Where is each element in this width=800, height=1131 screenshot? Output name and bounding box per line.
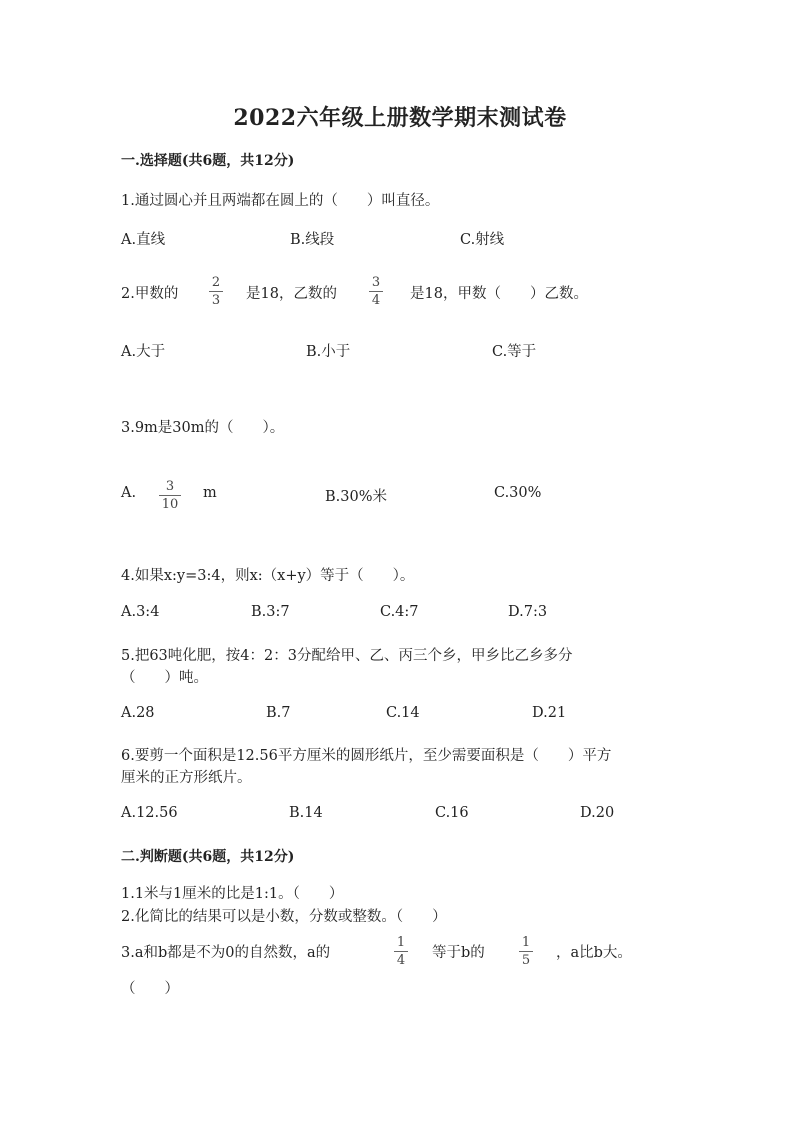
fraction-numerator: 3 [371,275,381,290]
q4-option-a: A.3:4 [121,604,160,620]
judgement-3-part1: 3.a和b都是不为0的自然数，a的 [121,945,331,961]
judgement-3-part3: ，a比b大。 [556,945,632,961]
judgement-3-line2: （ ） [121,981,179,997]
fraction-denominator: 10 [161,497,179,512]
q2-option-c: C.等于 [492,344,537,360]
fraction-numerator: 1 [396,935,406,950]
q3-option-a-unit: m [203,485,217,501]
q4-option-c: C.4:7 [380,604,419,620]
q2-fraction-2 [369,275,383,308]
question-2-part3: 是18，甲数（ ）乙数。 [410,286,588,302]
q5-option-c: C.14 [386,705,420,721]
question-6-line2: 厘米的正方形纸片。 [121,770,252,786]
question-5-line2: （ ）吨。 [121,670,208,686]
q6-option-d: D.20 [580,805,615,821]
q3-option-a-label: A. [121,485,137,501]
question-3: 3.9m是30m的（ ）。 [121,420,285,436]
question-1: 1.通过圆心并且两端都在圆上的（ ）叫直径。 [121,193,440,209]
q6-option-c: C.16 [435,805,469,821]
question-2-part1: 2.甲数的 [121,286,179,302]
question-5-line1: 5.把63吨化肥，按4：2：3分配给甲、乙、丙三个乡，甲乡比乙乡多分 [121,648,573,664]
judgement-1: 1.1米与1厘米的比是1:1。（ ） [121,886,344,902]
q2-option-b: B.小于 [306,344,351,360]
q4-option-d: D.7:3 [508,604,548,620]
fraction-numerator: 1 [521,935,531,950]
q4-option-b: B.3:7 [251,604,290,620]
fraction-denominator: 4 [396,953,406,968]
q1-option-b: B.线段 [290,232,335,248]
q1-option-a: A.直线 [121,232,166,248]
question-6-line1: 6.要剪一个面积是12.56平方厘米的圆形纸片，至少需要面积是（ ）平方 [121,748,612,764]
fraction-numerator: 3 [165,479,175,494]
question-4: 4.如果x:y=3:4，则x:（x+y）等于（ ）。 [121,568,415,584]
question-2-part2: 是18，乙数的 [246,286,337,302]
j3-fraction-1 [394,935,408,968]
fraction-denominator: 3 [211,293,221,308]
section-heading-choice: 一.选择题(共6题，共12分) [121,153,295,169]
fraction-denominator: 5 [521,953,531,968]
page-title: 2022六年级上册数学期末测试卷 [233,105,567,131]
judgement-3-part2: 等于b的 [432,945,485,961]
q5-option-a: A.28 [121,705,155,721]
q5-option-d: D.21 [532,705,567,721]
q3-option-b: B.30%米 [325,489,387,505]
fraction-numerator: 2 [211,275,221,290]
section-heading-judgement: 二.判断题(共6题，共12分) [121,849,295,865]
q1-option-c: C.射线 [460,232,505,248]
q6-option-b: B.14 [289,805,323,821]
q6-option-a: A.12.56 [121,805,178,821]
q3-option-c: C.30% [494,485,542,501]
q2-option-a: A.大于 [121,344,166,360]
q3-option-a-fraction [159,479,181,512]
fraction-denominator: 4 [371,293,381,308]
q2-fraction-1 [209,275,223,308]
judgement-2: 2.化简比的结果可以是小数，分数或整数。（ ） [121,909,447,925]
q5-option-b: B.7 [266,705,291,721]
j3-fraction-2 [519,935,533,968]
